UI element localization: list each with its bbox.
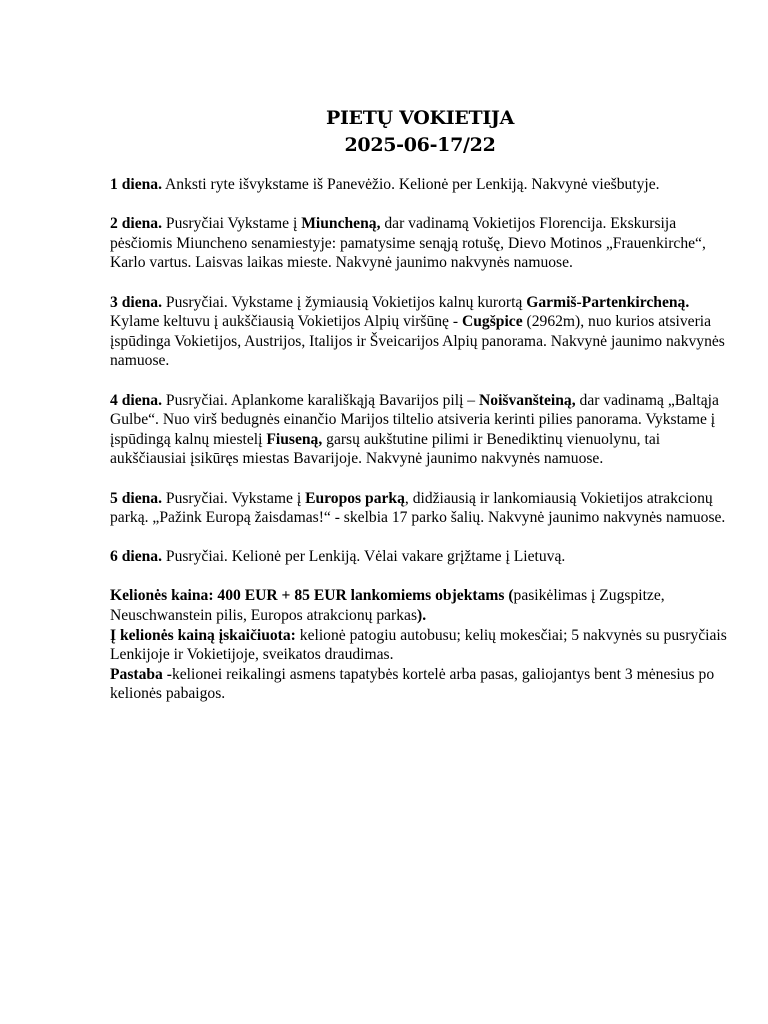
day-label: 6 diena.: [110, 548, 162, 566]
day-text: Pusryčiai Vykstame į: [162, 215, 302, 233]
day-paragraph: [110, 175, 730, 195]
day-text: dar vadinamą Vokietijos Florencija. Ekskursija pėsčiomis Miuncheno senamiestyje: pamatysime senąją rotušę, Dievo Motinos „Frauenkirche“, Karlo vartus. Laisvas laikas mieste. Nakvynė jaunimo nakvynės namuose.: [110, 215, 706, 272]
day-text: Anksti ryte išvykstame iš Panevėžio. Kelionė per Lenkiją. Nakvynė viešbutyje.: [162, 176, 660, 193]
day-highlight: Cugšpice: [461, 313, 523, 331]
title-line-1: PIETŲ VOKIETIJA: [325, 107, 515, 129]
info-heading: Pastaba -: [110, 665, 172, 683]
day-highlight: Garmiš-Partenkircheną.: [526, 293, 690, 311]
day-text: Pusryčiai. Vykstame į: [162, 489, 306, 507]
day-text: Pusryčiai. Aplankome karališkąją Bavarijos pilį –: [162, 391, 480, 409]
day-paragraph: [110, 547, 730, 567]
day-text: Pusryčiai. Vykstame į žymiausią Vokietijos kalnų kurortą: [162, 293, 527, 311]
day-text: garsų aukštutine pilimi ir Benediktinų vienuolynu, tai aukščiausiai įsikūręs miestas Bavarijoje. Nakvynė jaunimo nakvynės namuose.: [110, 430, 661, 468]
day-text: Pusryčiai. Kelionė per Lenkiją. Vėlai vakare grįžtame į Lietuvą.: [162, 548, 566, 566]
info-text: kelionei reikalingi asmens tapatybės kortelė arba pasas, galiojantys bent 3 mėnesius po kelionės pabaigos.: [110, 665, 715, 703]
info-paragraph: [110, 665, 730, 704]
info-text: pasikėlimas į Zugspitze, Neuschwanstein pilis, Europos atrakcionų parkas: [110, 587, 665, 625]
day-label: 2 diena.: [110, 215, 162, 233]
day-text: , didžiausią ir lankomiausią Vokietijos atrakcionų parką. „Pažink Europą žaisdamas!“ - skelbia 17 parko šalių. Nakvynė jaunimo nakvynės namuose.: [110, 489, 726, 527]
info-paragraph: [110, 586, 730, 625]
day-highlight: Europos parką: [305, 489, 405, 507]
info-heading: ).: [417, 607, 427, 625]
info-paragraph: [110, 626, 730, 665]
title-line-2: 2025-06-17/22: [344, 134, 496, 156]
day-paragraph: [110, 293, 730, 371]
day-paragraph: [110, 489, 730, 528]
day-label: 3 diena.: [110, 293, 162, 311]
day-label: 5 diena.: [110, 489, 162, 507]
document-title: [110, 105, 730, 159]
info-heading: Kelionės kaina: 400 EUR + 85 EUR lankomiems objektams (: [110, 587, 514, 605]
day-highlight: Noišvanšteiną,: [479, 391, 576, 409]
day-paragraph: [110, 214, 730, 273]
info-text: kelionė patogiu autobusu; kelių mokesčiai; 5 nakvynės su pusryčiais Lenkijoje ir Vokietijoje, sveikatos draudimas.: [110, 626, 727, 664]
day-highlight: Fiuseną,: [266, 430, 323, 448]
day-text: Kylame keltuvu į aukščiausią Vokietijos Alpių viršūnę -: [110, 313, 462, 331]
document-page: [110, 105, 730, 704]
day-text: (2962m), nuo kurios atsiveria įspūdinga Vokietijos, Austrijos, Italijos ir Šveicarijos Alpių panorama. Nakvynė jaunimo nakvynės namuose.: [110, 313, 725, 370]
info-heading: Į kelionės kainą įskaičiuota:: [110, 626, 296, 644]
day-label: 4 diena.: [110, 391, 162, 409]
day-text: dar vadinamą „Baltąja Gulbe“. Nuo virš bedugnės einančio Marijos tiltelio atsiveria kerinti pilies panorama. Vykstame į įspūdingą kalnų miestelį: [110, 391, 719, 448]
itinerary: [110, 175, 730, 567]
day-paragraph: [110, 391, 730, 469]
day-highlight: Miuncheną,: [301, 215, 381, 233]
day-label: 1 diena.: [110, 176, 162, 193]
price-info: [110, 586, 730, 704]
